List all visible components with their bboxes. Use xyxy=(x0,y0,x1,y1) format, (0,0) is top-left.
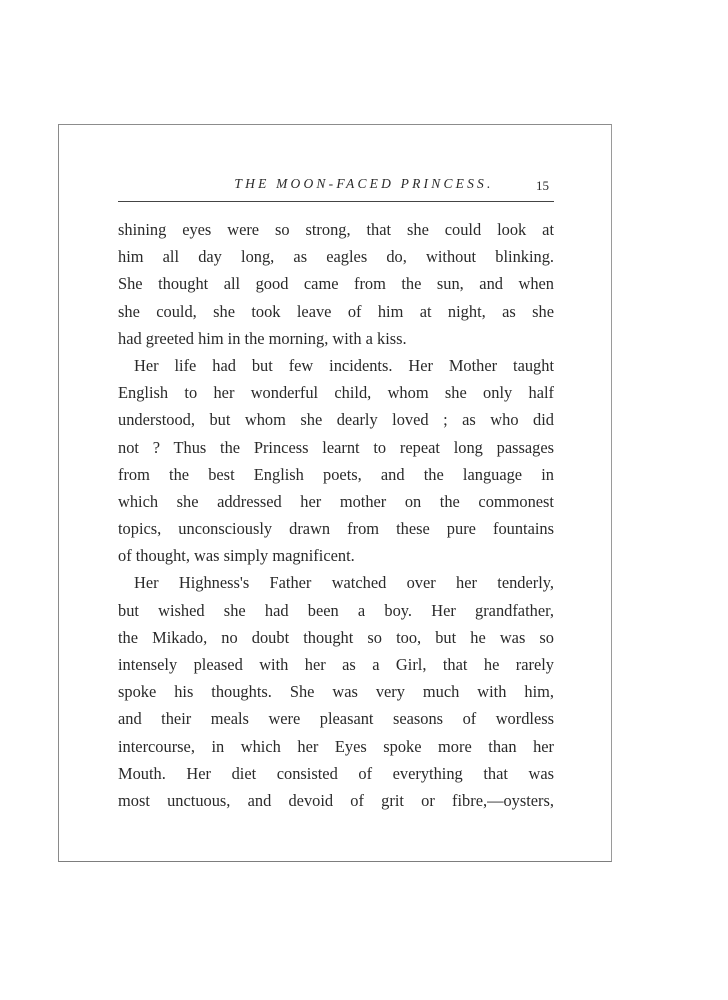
text-line: the Mikado, no doubt thought so too, but he was so xyxy=(118,627,554,647)
text-line: understood, but whom she dearly loved ; as who did xyxy=(118,410,554,430)
text-line: not ? Thus the Princess learnt to repeat long passages xyxy=(118,437,554,457)
text-line: and their meals were pleasant seasons of wordless xyxy=(118,709,554,729)
text-line: English to her wonderful child, whom she only half xyxy=(118,383,554,403)
text-line: Her Highness's Father watched over her tenderly, xyxy=(134,573,554,593)
text-line: intensely pleased with her as a Girl, that he rarely xyxy=(118,655,554,674)
text-line: spoke his thoughts. She was very much with him, xyxy=(118,682,554,702)
text-line: intercourse, in which her Eyes spoke more than her xyxy=(118,736,554,756)
paragraph-3 xyxy=(118,569,554,814)
running-title: THE MOON-FACED PRINCESS. xyxy=(234,176,494,191)
text-line: of thought, was simply magnificent. xyxy=(118,546,355,566)
text-line: had greeted him in the morning, with a kiss. xyxy=(118,328,407,348)
text-line: from the best English poets, and the language in xyxy=(118,464,554,484)
header-rule xyxy=(118,201,554,202)
page-number: 15 xyxy=(536,178,549,193)
text-line: She thought all good came from the sun, and when xyxy=(118,274,554,294)
paragraph-1 xyxy=(118,216,554,352)
paragraph-2 xyxy=(118,352,554,570)
text-line: topics, unconsciously drawn from these pure fountains xyxy=(118,519,554,539)
text-line: Mouth. Her diet consisted of everything that was xyxy=(118,763,554,783)
text-line: him all day long, as eagles do, without blinking. xyxy=(118,247,554,267)
text-line: she could, she took leave of him at night, as she xyxy=(118,301,554,321)
text-line: which she addressed her mother on the commonest xyxy=(118,491,554,511)
text-line: most unctuous, and devoid of grit or fibre,—oysters, xyxy=(118,790,554,810)
running-head xyxy=(0,176,728,196)
text-line: Her life had but few incidents. Her Mother taught xyxy=(134,355,554,375)
text-line: shining eyes were so strong, that she could look at xyxy=(118,220,554,239)
text-body xyxy=(118,216,554,814)
text-line: but wished she had been a boy. Her grandfather, xyxy=(118,600,554,620)
